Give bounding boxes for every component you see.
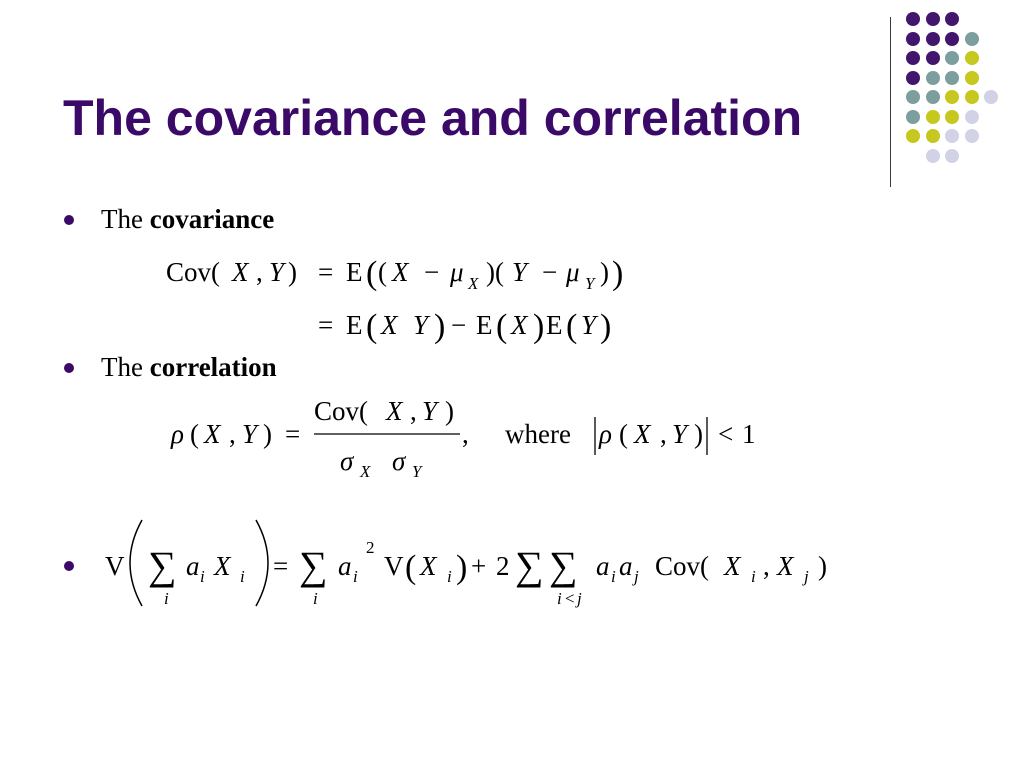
svg-text:V: V [105,551,125,581]
svg-text:,: , [660,419,667,449]
svg-text:X: X [214,551,231,581]
bullet-prefix: The [101,352,150,382]
svg-text:i: i [557,589,562,608]
svg-text:=: = [318,310,334,340]
svg-text:): ) [694,419,703,449]
bullet-term: correlation [149,352,277,382]
svg-text:Y: Y [242,419,258,449]
svg-text:j: j [634,567,639,586]
svg-text:Y: Y [585,274,595,293]
svg-text:(: ( [190,419,199,449]
svg-text:i: i [164,589,169,608]
svg-text:X: X [468,274,479,293]
svg-text:(: ( [378,257,387,287]
svg-text:): ) [445,396,454,426]
svg-text:a: a [596,551,610,581]
svg-text:X: X [777,551,794,581]
svg-text:E: E [476,310,493,340]
svg-text:−: − [451,310,467,340]
svg-text:): ) [600,308,612,345]
svg-text:Y: Y [512,257,528,287]
svg-text:ρ: ρ [599,419,612,449]
svg-text:,: , [763,551,770,581]
svg-text:a: a [338,551,352,581]
svg-text:1: 1 [742,419,756,449]
svg-text:σ: σ [340,446,354,476]
svg-text:<: < [565,589,575,608]
svg-text:X: X [360,462,371,481]
svg-text:,: , [229,419,236,449]
svg-text:j: j [577,589,582,608]
svg-text:2: 2 [366,538,375,557]
svg-text:i: i [200,567,205,586]
svg-text:X: X [392,257,409,287]
svg-text:,: , [410,396,417,426]
svg-text:∑: ∑ [148,543,177,588]
svg-text:∑: ∑ [515,543,544,588]
svg-text:Y: Y [269,257,285,287]
svg-text:Y: Y [672,419,688,449]
svg-text:): ) [600,257,609,287]
svg-text:∑: ∑ [299,543,328,588]
svg-text:): ) [434,308,446,345]
svg-text:=: = [318,257,334,287]
svg-text:X: X [420,551,437,581]
svg-text:X: X [634,419,651,449]
svg-text:X: X [204,419,221,449]
svg-text:(: ( [366,255,378,292]
svg-text:(: ( [405,549,417,586]
svg-text:ρ: ρ [171,419,184,449]
svg-text:(: ( [366,308,378,345]
svg-text:where: where [505,419,571,449]
svg-text:): ) [456,549,468,586]
svg-text:=: = [273,551,289,581]
svg-text:V: V [384,551,404,581]
svg-text:i: i [751,567,756,586]
svg-text:∑: ∑ [549,543,578,588]
svg-text:μ: μ [566,257,580,287]
svg-text:): ) [818,551,827,581]
svg-text:Cov(: Cov( [314,396,368,426]
bullet-prefix: The [101,204,150,234]
svg-text:<: < [718,419,734,449]
svg-text:E: E [346,257,363,287]
svg-text:): ) [612,255,624,292]
svg-text:−: − [542,257,558,287]
svg-text:,: , [462,419,469,449]
slide-title: The covariance and correlation [63,90,803,146]
svg-text:X: X [386,396,403,426]
svg-text:E: E [346,310,363,340]
svg-text:σ: σ [392,446,406,476]
svg-text:a: a [619,551,633,581]
svg-text:): ) [288,257,297,287]
svg-text:i: i [611,567,616,586]
svg-text:): ) [533,308,545,345]
svg-text:X: X [232,257,249,287]
svg-text:Y: Y [422,396,438,426]
svg-text:i: i [353,567,358,586]
svg-text:(: ( [619,419,628,449]
svg-text:i: i [447,567,452,586]
svg-text:Y: Y [412,462,422,481]
svg-text:): ) [263,419,272,449]
svg-text:X: X [724,551,741,581]
svg-text:μ: μ [450,257,464,287]
svg-text:Cov(: Cov( [166,257,220,287]
svg-text:a: a [186,551,200,581]
svg-text:−: − [424,257,440,287]
svg-text:+: + [471,551,487,581]
svg-text:i: i [240,567,245,586]
svg-text:Y: Y [413,310,429,340]
svg-text:(: ( [496,308,508,345]
svg-text:)(: )( [486,257,504,287]
svg-text:X: X [511,310,528,340]
svg-text:(: ( [566,308,578,345]
svg-text:i: i [313,589,318,608]
svg-text:2: 2 [496,551,510,581]
svg-text:,: , [256,257,263,287]
svg-text:j: j [804,567,809,586]
svg-text:=: = [285,419,301,449]
svg-text:Cov(: Cov( [655,551,709,581]
bullet-term: covariance [149,204,275,234]
svg-text:Y: Y [581,310,597,340]
svg-text:X: X [381,310,398,340]
svg-text:E: E [546,310,563,340]
